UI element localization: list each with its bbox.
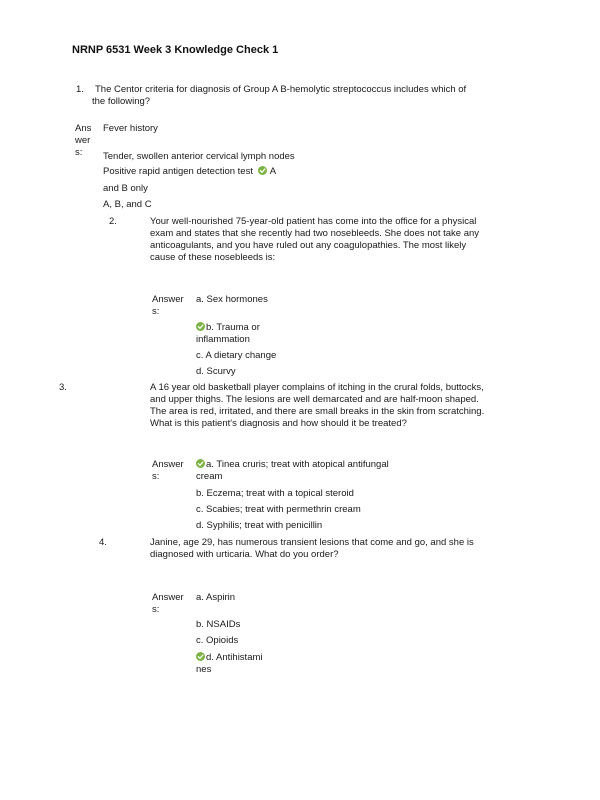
page-title: NRNP 6531 Week 3 Knowledge Check 1: [72, 44, 279, 56]
question-number: 2.: [109, 216, 117, 227]
answer-option: c. A dietary change: [196, 350, 277, 361]
answers-label: s:: [75, 147, 83, 158]
answers-label: Answer: [152, 592, 184, 603]
answer-option: [196, 322, 260, 334]
answer-option-continued: inflammation: [196, 334, 250, 345]
answer-option: c. Scabies; treat with permethrin cream: [196, 504, 361, 515]
answer-option-continued: nes: [196, 664, 212, 675]
answer-option: c. Opioids: [196, 635, 239, 646]
question-text: exam and states that she recently had two nosebleeds. She does not take any: [150, 228, 480, 239]
correct-check-icon: [258, 166, 267, 175]
answer-option-text: A: [269, 166, 277, 177]
answer-option: b. Eczema; treat with a topical steroid: [196, 488, 354, 499]
question-number: 4.: [99, 537, 107, 548]
correct-check-icon: [196, 322, 205, 331]
answer-option: Fever history: [103, 123, 158, 134]
answers-label: s:: [152, 471, 160, 482]
answer-option: and B only: [103, 183, 148, 194]
question-text: The area is red, irritated, and there are small breaks in the skin from scratching.: [150, 406, 485, 417]
question-text: Janine, age 29, has numerous transient lesions that come and go, and she is: [150, 537, 474, 548]
question-text: A 16 year old basketball player complains of itching in the crural folds, buttocks,: [150, 382, 484, 393]
answer-option: Tender, swollen anterior cervical lymph nodes: [103, 151, 295, 162]
answer-option: [196, 652, 263, 664]
answers-label: s:: [152, 604, 160, 615]
answer-option-text: Positive rapid antigen detection test: [103, 166, 253, 177]
answer-option: d. Syphilis; treat with penicillin: [196, 520, 323, 531]
answers-label: s:: [152, 306, 160, 317]
question-text: What is this patient's diagnosis and how should it be treated?: [150, 418, 407, 429]
answers-label: Answer: [152, 459, 184, 470]
correct-check-icon: [196, 652, 205, 661]
question-text: cause of these nosebleeds is:: [150, 252, 276, 263]
question-text: The Centor criteria for diagnosis of Group A B-hemolytic streptococcus includes which of: [95, 84, 467, 95]
answer-option-text: b. Trauma or: [206, 322, 260, 333]
question-number: 1.: [76, 84, 84, 95]
question-text: and upper thighs. The lesions are well demarcated and are half-moon shaped.: [150, 394, 479, 405]
question-text: the following?: [92, 96, 151, 107]
question-text: anticoagulants, and you have ruled out any coagulopathies. The most likely: [150, 240, 467, 251]
correct-check-icon: [196, 459, 205, 468]
answer-option: d. Scurvy: [196, 366, 236, 377]
question-number: 3.: [59, 382, 67, 393]
answer-option-text: d. Antihistami: [206, 652, 263, 663]
answer-option: a. Sex hormones: [196, 294, 268, 305]
answer-option: [103, 166, 276, 178]
answer-option-text: a. Tinea cruris; treat with atopical antifungal: [206, 459, 389, 470]
answers-label: wer: [75, 135, 91, 146]
question-text: Your well-nourished 75-year-old patient has come into the office for a physical: [150, 216, 477, 227]
answers-label: Answer: [152, 294, 184, 305]
answer-option: [196, 459, 389, 471]
question-text: diagnosed with urticaria. What do you order?: [150, 549, 339, 560]
answers-label: Ans: [75, 123, 92, 134]
answer-option: b. NSAIDs: [196, 619, 241, 630]
answer-option: A, B, and C: [103, 199, 152, 210]
answer-option-continued: cream: [196, 471, 223, 482]
answer-option: a. Aspirin: [196, 592, 236, 603]
